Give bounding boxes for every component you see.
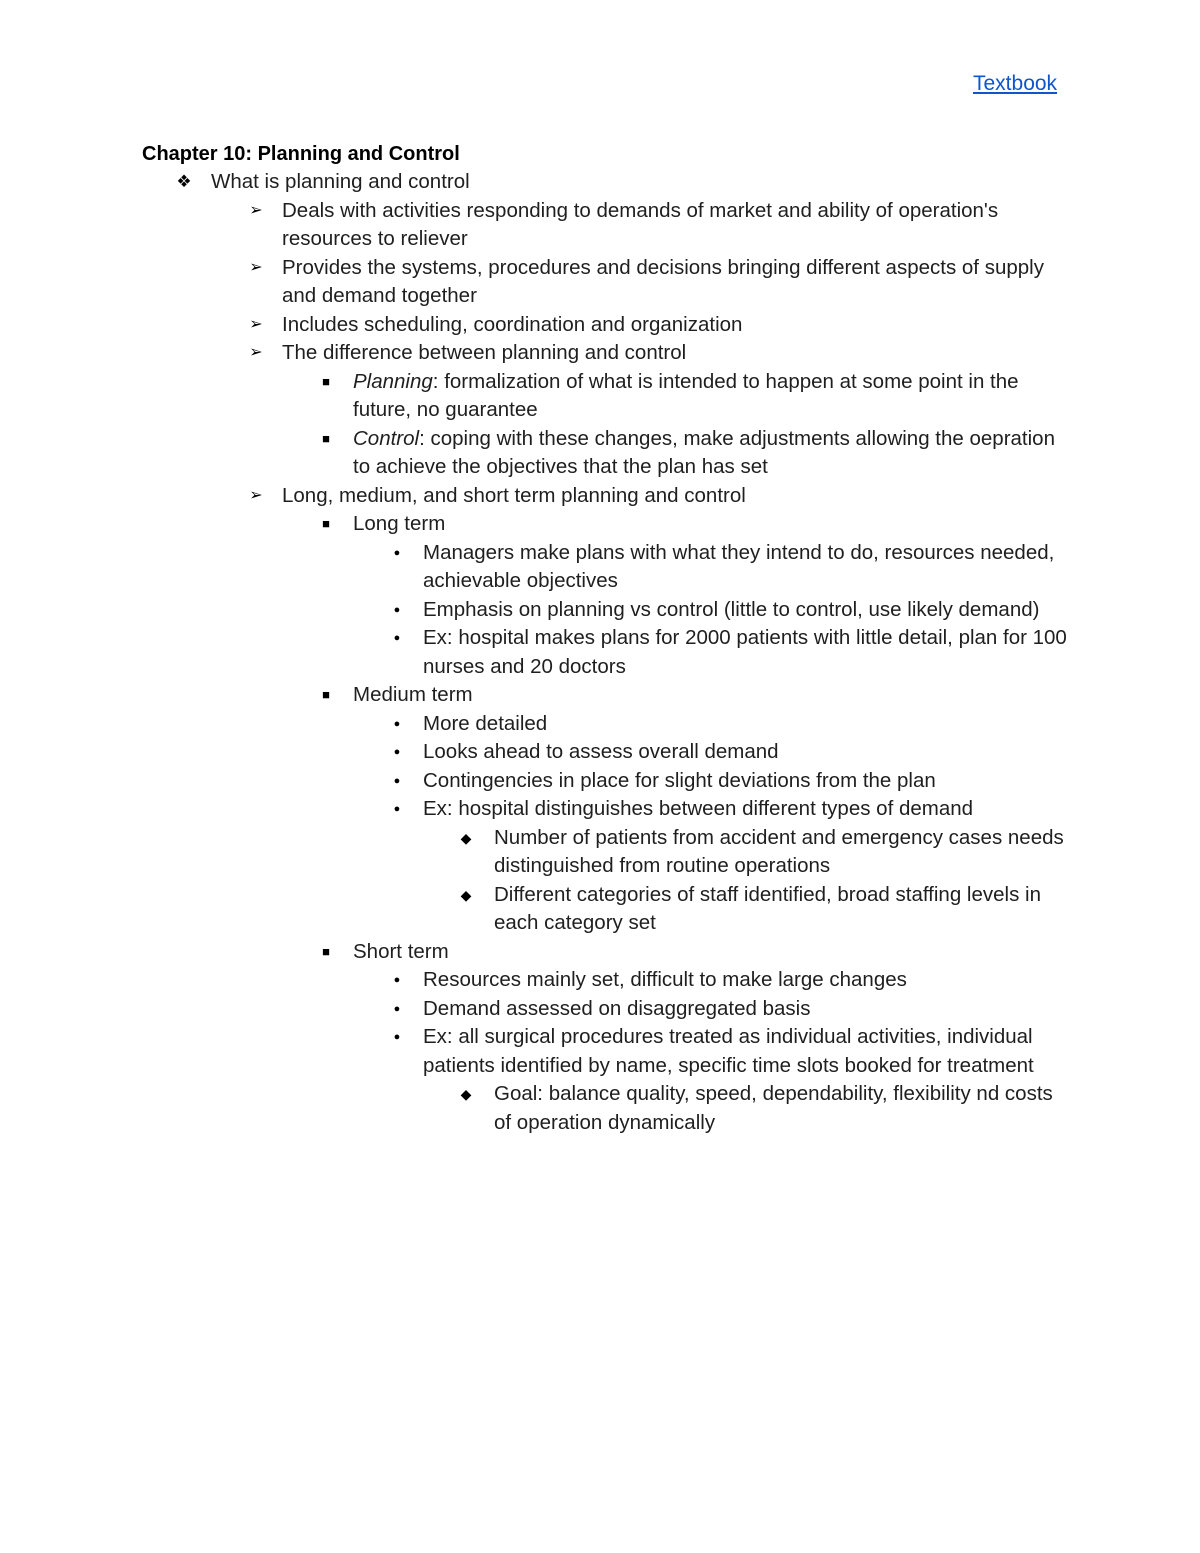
circle-bullet-icon: ● [393,974,401,986]
list-item [142,681,1072,710]
circle-bullet-icon: ● [393,1002,401,1015]
list-item-text: Medium term [353,683,473,706]
term-planning: Planning [353,369,433,393]
list-item-text: Different categories of staff identified, broad staffing levels in each category set [494,882,1041,934]
list-item-text: Long term [353,512,446,535]
list-item-text [353,368,1072,425]
list-item [142,938,1072,967]
arrowhead-bullet-icon: ➢ [249,344,263,361]
diamond-cluster-bullet-icon: ❖ [176,172,192,191]
list-item [142,710,1072,739]
diamond-bullet-icon: ◆ [460,1086,472,1102]
list-item [142,1080,1072,1137]
diamond-bullet-icon: ◆ [460,886,472,903]
circle-bullet-icon: ● [393,803,401,815]
list-item [142,510,1072,539]
list-item [142,339,1072,368]
list-item-text: Goal: balance quality, speed, dependability, flexibility nd costs of operation dynamically [494,1082,1053,1134]
list-item [142,738,1072,767]
arrowhead-bullet-icon: ➢ [249,486,263,504]
square-bullet-icon: ■ [322,687,330,702]
list-item-text: Managers make plans with what they intend to do, resources needed, achievable objectives [423,540,1055,592]
list-item-text: Demand assessed on disaggregated basis [423,996,811,1020]
list-item [142,254,1072,311]
list-item-text: Includes scheduling, coordination and organization [282,312,743,336]
list-item [142,168,1072,197]
list-item [142,966,1072,995]
square-bullet-icon: ■ [322,516,330,531]
circle-bullet-icon: ● [393,774,401,787]
list-item [142,795,1072,824]
circle-bullet-icon: ● [393,717,401,730]
list-item [142,824,1072,881]
list-item [142,1023,1072,1080]
list-item-text [353,425,1072,482]
definition-text: : coping with these changes, make adjustments allowing the oepration to achieve the objectives that the plan has set [353,426,1055,478]
list-item [142,624,1072,681]
list-item-text: Short term [353,939,449,963]
list-item-text: Long, medium, and short term planning and control [282,483,746,507]
list-item-text: Ex: hospital makes plans for 2000 patients with little detail, plan for 100 nurses and 20 doctors [423,626,1067,678]
circle-bullet-icon: ● [393,546,401,559]
list-item [142,596,1072,625]
list-item-text: Contingencies in place for slight deviations from the plan [423,768,936,792]
list-item [142,425,1072,482]
term-control: Control [353,426,420,450]
list-item [142,197,1072,254]
list-item-text: Looks ahead to assess overall demand [423,740,779,763]
list-item-text: Provides the systems, procedures and decisions bringing different aspects of supply and demand together [282,255,1044,307]
list-item [142,767,1072,796]
diamond-bullet-icon: ◆ [460,829,472,846]
list-item [142,368,1072,425]
outline-list [142,168,1072,1137]
list-item-text: Deals with activities responding to demands of market and ability of operation's resources to reliever [282,198,999,250]
list-item [142,482,1072,511]
list-item [142,995,1072,1024]
square-bullet-icon: ■ [322,373,330,389]
circle-bullet-icon: ● [393,746,401,758]
list-item-text: Resources mainly set, difficult to make large changes [423,968,907,991]
list-item-text: Ex: hospital distinguishes between different types of demand [423,797,974,820]
textbook-link[interactable]: Textbook [973,72,1058,95]
square-bullet-icon: ■ [322,430,330,446]
arrowhead-bullet-icon: ➢ [249,258,263,276]
list-item [142,311,1072,340]
list-item-text: Ex: all surgical procedures treated as individual activities, individual patients identified by name, specific time slots booked for treatment [423,1025,1034,1077]
list-item-text: What is planning and control [211,170,470,193]
circle-bullet-icon: ● [393,603,401,616]
list-item-text: Number of patients from accident and emergency cases needs distinguished from routine operations [494,825,1064,877]
arrowhead-bullet-icon: ➢ [249,315,263,333]
list-item [142,881,1072,938]
list-item-text: The difference between planning and control [282,341,687,364]
definition-text: : formalization of what is intended to happen at some point in the future, no guarantee [353,369,1019,421]
page-title: Chapter 10: Planning and Control [142,143,460,165]
list-item [142,539,1072,596]
circle-bullet-icon: ● [393,1031,401,1043]
square-bullet-icon: ■ [322,943,330,959]
arrowhead-bullet-icon: ➢ [249,201,263,219]
list-item-text: Emphasis on planning vs control (little to control, use likely demand) [423,597,1040,621]
circle-bullet-icon: ● [393,632,401,644]
list-item-text: More detailed [423,711,548,735]
